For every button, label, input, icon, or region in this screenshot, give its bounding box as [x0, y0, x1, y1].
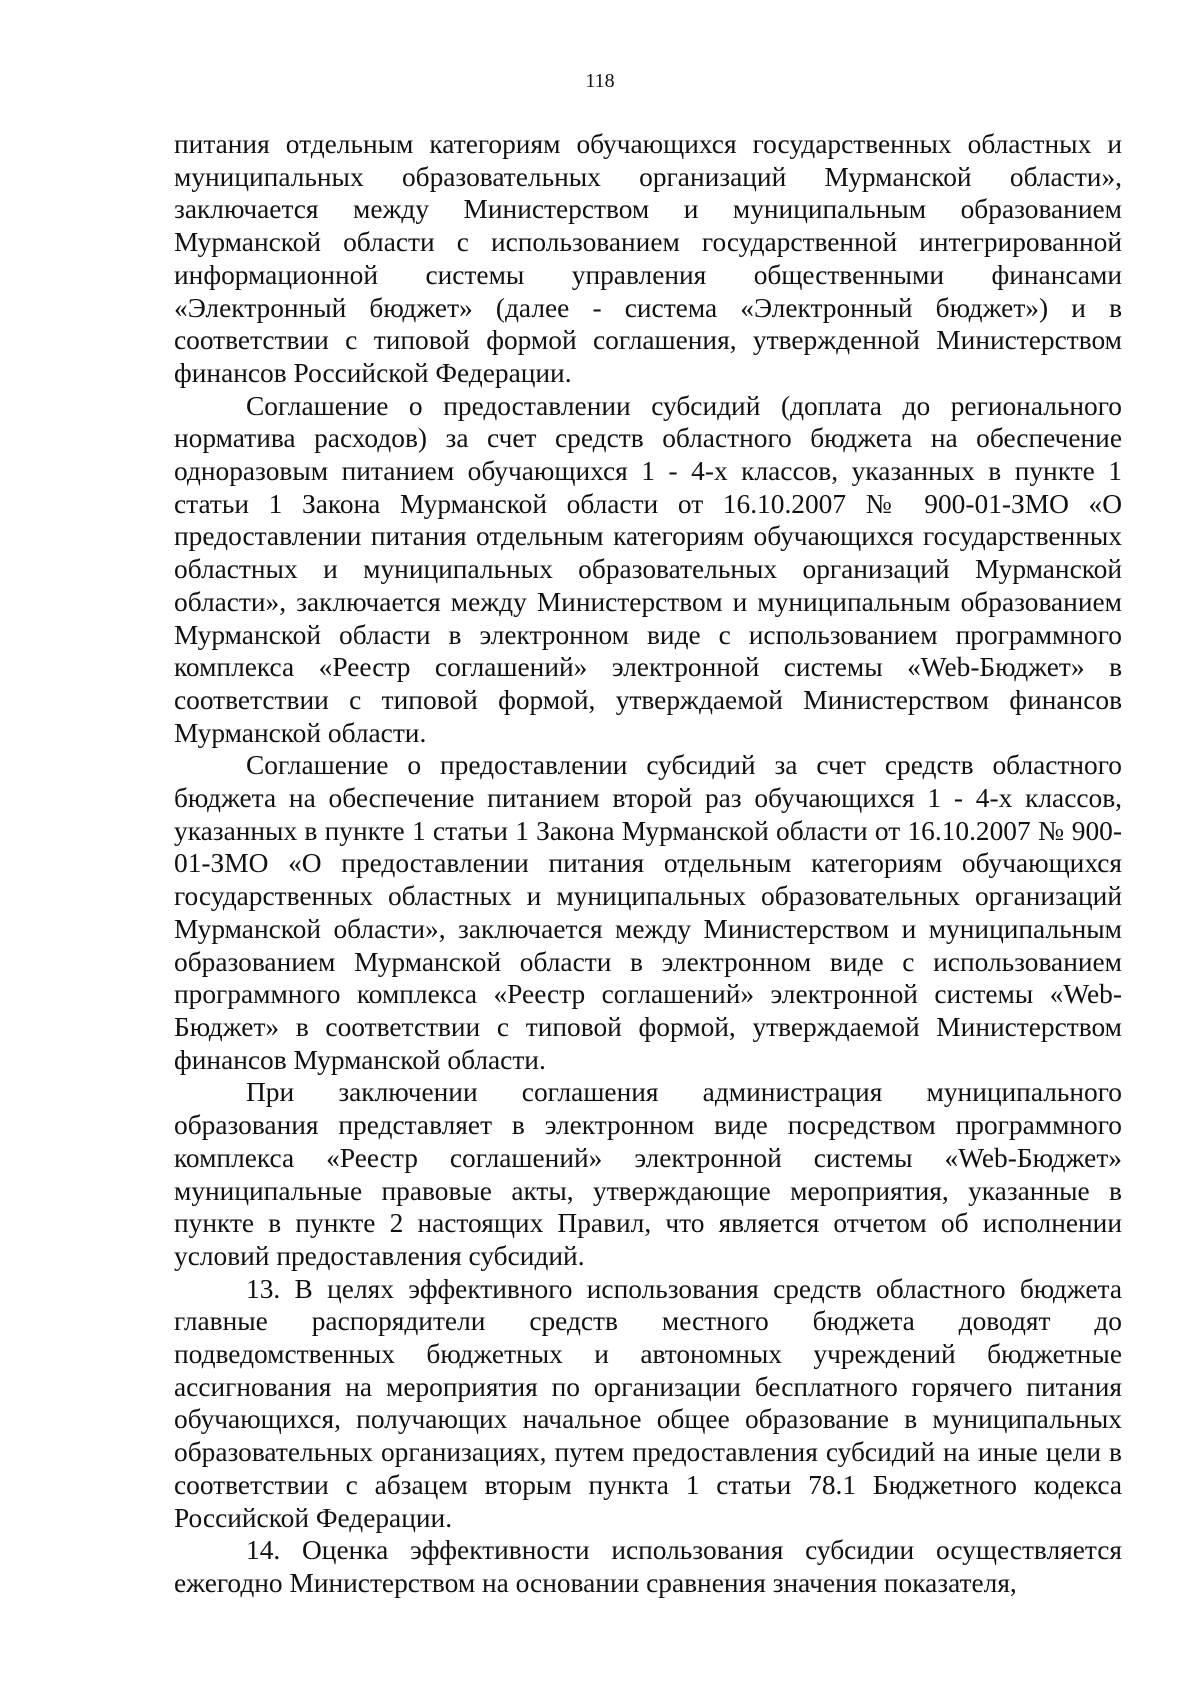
paragraph-agreement-submission: При заключении соглашения администрация муниципального образования представляет в электронном виде посредством программного комплекса «Реестр соглашений» электронной системы «Web-Бюджет» муниципальные правовые акты, утверждающие мероприятия, указанные в пункте в пункте 2 настоящих Правил, что является отчетом об исполнении условий предоставления субсидий.	[174, 1077, 1122, 1271]
paragraph-item-13: 13. В целях эффективного использования средств областного бюджета главные распорядители средств местного бюджета доводят до подведомственных бюджетных и автономных учреждений бюджетные ассигнования на мероприятия по организации бесплатного горячего питания обучающихся, получающих начальное общее образование в муниципальных образовательных организациях, путем предоставления субсидий на иные цели в соответствии с абзацем вторым пункта 1 статьи 78.1 Бюджетного кодекса Российской Федерации.	[174, 1273, 1122, 1533]
paragraph-item-14: 14. Оценка эффективности использования субсидии осуществляется ежегодно Министерством на основании сравнения значения показателя,	[174, 1535, 1122, 1598]
paragraph-agreement-single-meal: Соглашение о предоставлении субсидий (доплата до регионального норматива расходов) за счет средств областного бюджета на обеспечение одноразовым питанием обучающихся 1 - 4-х классов, указанных в пункте 1 статьи 1 Закона Мурманской области от 16.10.2007 № 900-01-ЗМО «О предоставлении питания отдельным категориям обучающихся государственных областных и муниципальных образовательных организаций Мурманской области», заключается между Министерством и муниципальным образованием Мурманской области в электронном виде с использованием программного комплекса «Реестр соглашений» электронной системы «Web-Бюджет» в соответствии с типовой формой, утверждаемой Министерством финансов Мурманской области.	[174, 390, 1122, 748]
page-number: 118	[585, 70, 615, 92]
paragraph-continuation: питания отдельным категориям обучающихся государственных областных и муниципальных образовательных организаций Мурманской области», заключается между Министерством и муниципальным образованием Мурманской области с использованием государственной интегрированной информационной системы управления общественными финансами «Электронный бюджет» (далее - система «Электронный бюджет») и в соответствии с типовой формой соглашения, утвержденной Министерством финансов Российской Федерации.	[174, 129, 1122, 388]
document-body	[174, 128, 1122, 1600]
paragraph-agreement-second-meal: Соглашение о предоставлении субсидий за счет средств областного бюджета на обеспечение питанием второй раз обучающихся 1 - 4-х классов, указанных в пункте 1 статьи 1 Закона Мурманской области от 16.10.2007 № 900-01-ЗМО «О предоставлении питания отдельным категориям обучающихся государственных областных и муниципальных образовательных организаций Мурманской области», заключается между Министерством и муниципальным образованием Мурманской области в электронном виде с использованием программного комплекса «Реестр соглашений» электронной системы «Web-Бюджет» в соответствии с типовой формой, утверждаемой Министерством финансов Мурманской области.	[174, 750, 1122, 1075]
